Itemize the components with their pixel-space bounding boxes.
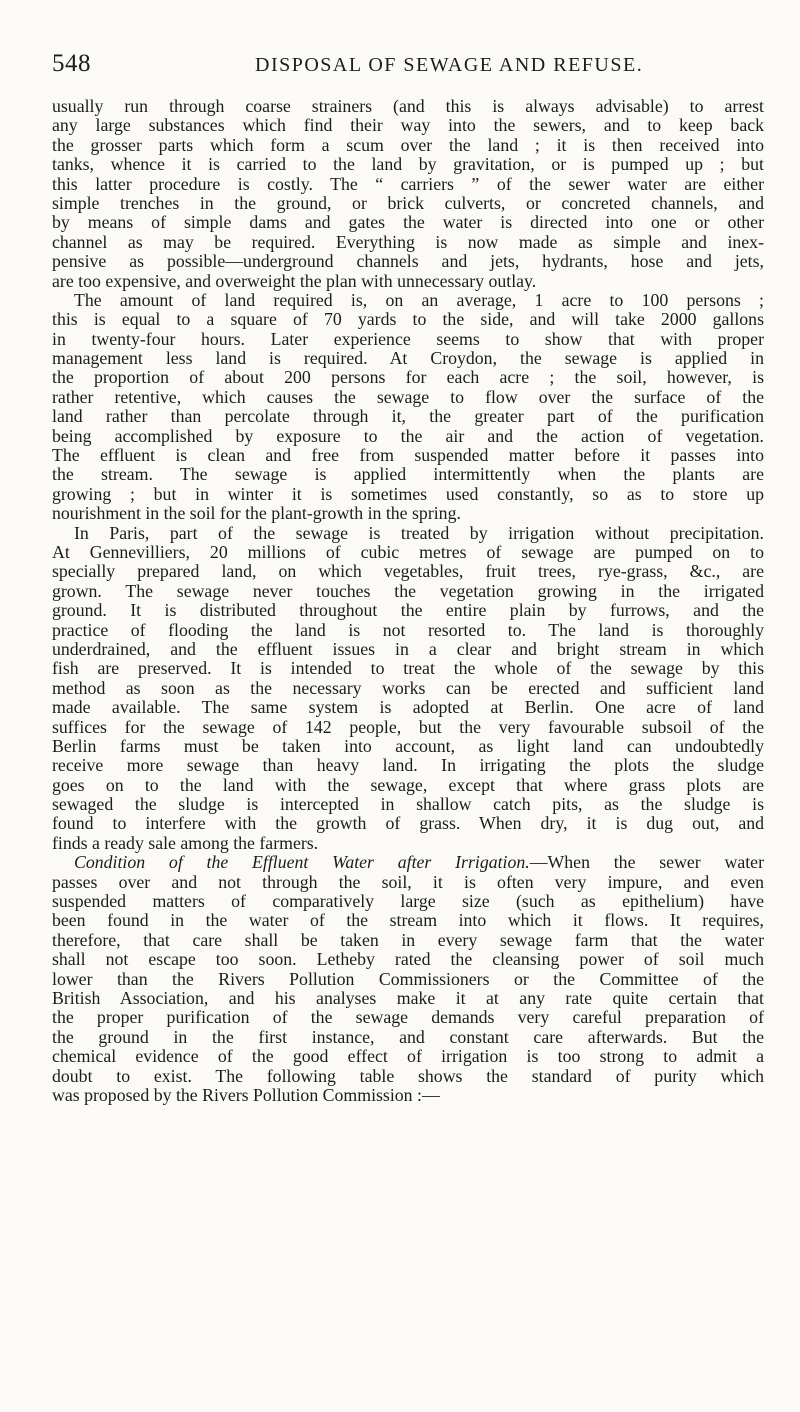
text-line: made available. The same system is adopted at Berlin. One acre of land xyxy=(52,698,764,718)
text-line: lower than the Rivers Pollution Commissioners or the Committee of the xyxy=(52,969,764,989)
text-line: finds a ready sale among the farmers. xyxy=(52,833,319,853)
text-line: channel as may be required. Everything is now made as simple and inex- xyxy=(52,232,764,252)
section-heading: Condition of the Effluent Water after Irrigation. xyxy=(74,853,530,873)
text-line: Berlin farms must be taken into account, as light land can undoubtedly xyxy=(52,736,764,756)
text-line: found to interfere with the growth of grass. When dry, it is dug out, and xyxy=(52,814,764,834)
text-line: goes on to the land with the sewage, except that where grass plots are xyxy=(52,775,764,795)
text-line: this latter procedure is costly. The “ carriers ” of the sewer water are either xyxy=(52,174,764,194)
text-line: method as soon as the necessary works can be erected and sufficient land xyxy=(52,678,764,698)
text-line: management less land is required. At Croydon, the sewage is applied in xyxy=(52,349,764,369)
text-line: are too expensive, and overweight the plan with unnecessary outlay. xyxy=(52,271,537,291)
text-line: The effluent is clean and free from suspended matter before it passes into xyxy=(52,446,764,466)
text-line: underdrained, and the effluent issues in a clear and bright stream in which xyxy=(52,639,764,659)
text-line: practice of flooding the land is not resorted to. The land is thoroughly xyxy=(52,620,764,640)
text-line: growing ; but in winter it is sometimes used constantly, so as to store up xyxy=(52,484,764,504)
text-line: At Gennevilliers, 20 millions of cubic metres of sewage are pumped on to xyxy=(52,542,764,562)
text-line: usually run through coarse strainers (and this is always advisable) to arrest xyxy=(52,97,764,116)
text-line: nourishment in the soil for the plant-growth in the spring. xyxy=(52,504,461,524)
text-line: grown. The sewage never touches the vegetation growing in the irrigated xyxy=(52,581,764,601)
text-line: in twenty-four hours. Later experience seems to show that with proper xyxy=(52,329,764,349)
text-line: receive more sewage than heavy land. In irrigating the plots the sludge xyxy=(52,756,764,776)
text-line: shall not escape too soon. Letheby rated the cleansing power of soil much xyxy=(52,950,764,970)
text-line: ground. It is distributed throughout the entire plain by furrows, and the xyxy=(52,601,764,621)
text-line: sewaged the sludge is intercepted in shallow catch pits, as the sludge is xyxy=(52,795,764,815)
text-line: suffices for the sewage of 142 people, but the very favourable subsoil of the xyxy=(52,717,764,737)
text-line: this is equal to a square of 70 yards to the side, and will take 2000 gallons xyxy=(52,310,764,330)
text-line: In Paris, part of the sewage is treated by irrigation without precipitation. xyxy=(74,523,764,543)
text-line: any large substances which find their way into the sewers, and to keep back xyxy=(52,116,764,136)
text-line: fish are preserved. It is intended to treat the whole of the sewage by this xyxy=(52,659,764,679)
text-line: rather retentive, which causes the sewage to flow over the surface of the xyxy=(52,387,764,407)
text-line: doubt to exist. The following table shows the standard of purity which xyxy=(52,1066,764,1086)
text-line: pensive as possible—underground channels and jets, hydrants, hose and jets, xyxy=(52,252,764,272)
text-line: simple trenches in the ground, or brick culverts, or concreted channels, and xyxy=(52,193,764,213)
text-line: land rather than percolate through it, the greater part of the purification xyxy=(52,407,764,427)
text-line: the proportion of about 200 persons for each acre ; the soil, however, is xyxy=(52,368,764,388)
text-line: chemical evidence of the good effect of irrigation is too strong to admit a xyxy=(52,1047,764,1067)
text-line: suspended matters of comparatively large size (such as epithelium) have xyxy=(52,892,764,912)
text-line: tanks, whence it is carried to the land by gravitation, or is pumped up ; but xyxy=(52,155,764,175)
text-line: The amount of land required is, on an average, 1 acre to 100 persons ; xyxy=(74,290,764,310)
section-heading-continuation: —When the sewer water xyxy=(529,853,764,873)
text-line: was proposed by the Rivers Pollution Commission :— xyxy=(52,1085,440,1105)
text-line: the ground in the first instance, and constant care afterwards. But the xyxy=(52,1027,764,1047)
body-text xyxy=(52,97,764,1105)
page-header xyxy=(52,50,752,80)
text-line: the stream. The sewage is applied intermittently when the plants are xyxy=(52,465,764,485)
text-line: by means of simple dams and gates the water is directed into one or other xyxy=(52,213,764,233)
text-line: the proper purification of the sewage demands very careful preparation of xyxy=(52,1008,764,1028)
text-line: therefore, that care shall be taken in every sewage farm that the water xyxy=(52,930,764,950)
text-line: passes over and not through the soil, it is often very impure, and even xyxy=(52,872,764,892)
page-number: 548 xyxy=(52,50,91,77)
text-line: being accomplished by exposure to the air and the action of vegetation. xyxy=(52,426,764,446)
section-heading-line xyxy=(52,853,764,872)
text-line: British Association, and his analyses make it at any rate quite certain that xyxy=(52,988,764,1008)
running-head: DISPOSAL OF SEWAGE AND REFUSE. xyxy=(255,54,644,76)
text-line: been found in the water of the stream into which it flows. It requires, xyxy=(52,911,764,931)
text-line: specially prepared land, on which vegetables, fruit trees, rye-grass, &c., are xyxy=(52,562,764,582)
text-line: the grosser parts which form a scum over the land ; it is then received into xyxy=(52,135,764,155)
